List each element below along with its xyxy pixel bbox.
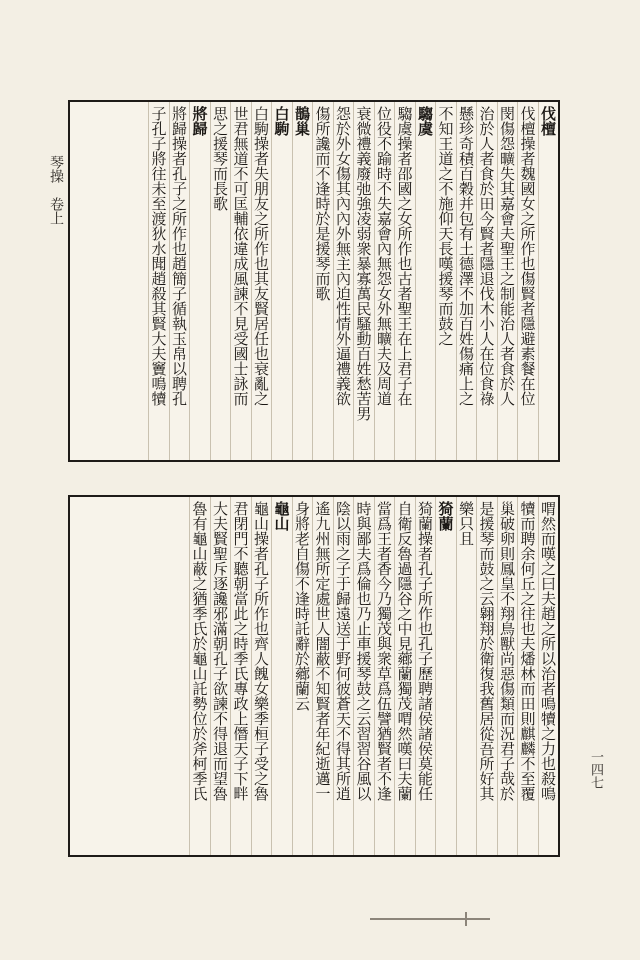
- text-column: 是援琴而鼓之云翱翔於衛復我舊居從吾所好其: [476, 497, 497, 855]
- text-column: 喟然而嘆之曰夫趙之所以治者鳴犢之力也殺鳴: [538, 497, 559, 855]
- text-column: 懸珍奇積百穀并包有土德澤不加百姓傷痛上之: [456, 102, 477, 460]
- page-number: 一四七: [588, 750, 603, 789]
- section-heading: 伐檀: [538, 102, 559, 460]
- text-column: 閔傷怨曠失其嘉會夫聖王之制能治人者食於人: [497, 102, 518, 460]
- text-column: 思之援琴而長歌: [210, 102, 231, 460]
- text-column: 巢破卵則鳳皇不翔鳥獸尚惡傷類而況君子哉於: [497, 497, 518, 855]
- text-column: 自衛反魯過隱谷之中見薌蘭獨茂喟然嘆曰夫蘭: [394, 497, 415, 855]
- text-column: 騶虞操者邵國之女所作也古者聖王在上君子在: [394, 102, 415, 460]
- section-heading: 龜山: [271, 497, 292, 855]
- section-heading: 猗蘭: [435, 497, 456, 855]
- text-column: 陰以雨之子于歸遠送于野何彼蒼天不得其所逍: [333, 497, 354, 855]
- text-column: 位役不踰時不失嘉會內無怨女外無曠夫及周道: [374, 102, 395, 460]
- upper-text-panel: [68, 100, 560, 462]
- text-column: 時與鄙夫爲倫也乃止車援琴鼓之云習習谷風以: [353, 497, 374, 855]
- text-column: 遙九州無所定處世人闇蔽不知賢者年紀逝邁一: [312, 497, 333, 855]
- section-heading: 將歸: [189, 102, 210, 460]
- text-column: 伐檀操者魏國女之所作也傷賢者隱避素餐在位: [517, 102, 538, 460]
- text-column: 衰微禮義廢弛強凌弱衆暴寡萬民騷動百姓愁苦男: [353, 102, 374, 460]
- text-column: 將歸操者孔子之所作也趙簡子循執玉帛以聘孔: [169, 102, 190, 460]
- text-column: 傷所讒而不逢時於是援琴而歌: [312, 102, 333, 460]
- text-column: 當爲王者香今乃獨茂與衆草爲伍譬猶賢者不逢: [374, 497, 395, 855]
- section-heading: 騶虞: [415, 102, 436, 460]
- section-heading: 白駒: [271, 102, 292, 460]
- text-column: 子孔子將往未至渡狄水聞趙殺其賢大夫竇鳴犢: [148, 102, 169, 460]
- text-column: 樂只且: [456, 497, 477, 855]
- text-column: 世君無道不可匡輔依違成風諫不見受國士詠而: [230, 102, 251, 460]
- text-column: 治於人者食於田今賢者隱退伐木小人在位食祿: [476, 102, 497, 460]
- lower-text-panel: [68, 495, 560, 857]
- text-column: 猗蘭操者孔子所作也孔子歷聘諸侯諸侯莫能任: [415, 497, 436, 855]
- text-column: 君閉門不聽朝當此之時季氏專政上僭天子下畔: [230, 497, 251, 855]
- text-column: 白駒操者失朋友之所作也其友賢居任也衰亂之: [251, 102, 272, 460]
- text-column: 身將老自傷不逢時託辭於薌蘭云: [292, 497, 313, 855]
- text-column: 大夫賢聖斥逐讒邪滿朝孔子欲諫不得退而望魯: [210, 497, 231, 855]
- section-heading: 鵲巢: [292, 102, 313, 460]
- text-column: 不知王道之不施仰天長嘆援琴而鼓之: [435, 102, 456, 460]
- book-title-margin: 琴操 卷上: [48, 155, 64, 225]
- text-column: 怨於外女傷其內內外無主內迫性情外逼禮義欲: [333, 102, 354, 460]
- text-column: 龜山操者孔子所作也齊人餽女樂季桓子受之魯: [251, 497, 272, 855]
- text-column: 犢而聘余何丘之往也夫燔林而田則麒麟不至覆: [517, 497, 538, 855]
- page-fold-mark: [370, 918, 490, 920]
- text-column: 魯有龜山蔽之猶季氏於龜山託勢位於斧柯季氏: [189, 497, 210, 855]
